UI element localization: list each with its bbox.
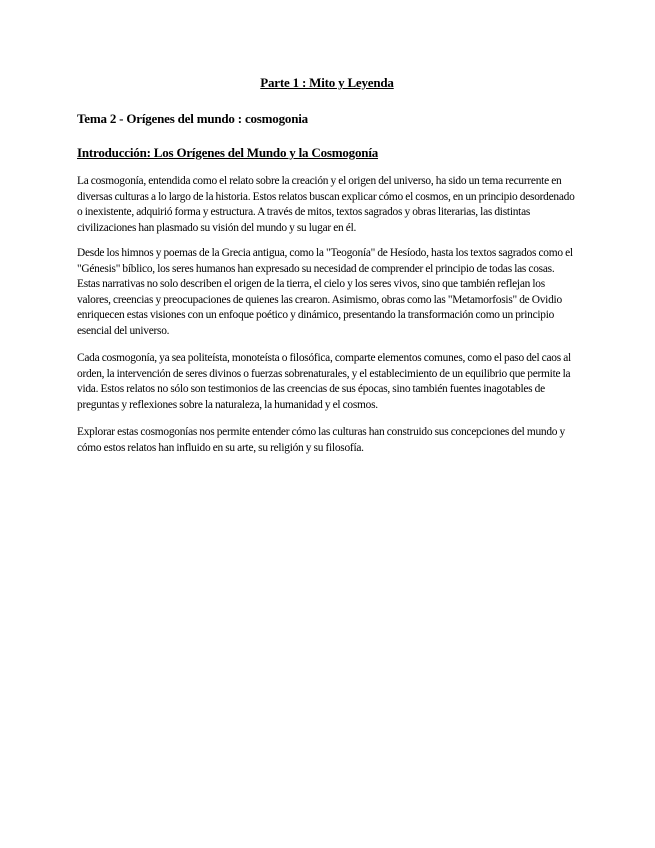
paragraph-intro: La cosmogonía, entendida como el relato sobre la creación y el origen del universo, ha sido un tema recurrente en diversas culturas a lo largo de la historia. Estos relatos buscan explicar cómo el cosmos, en un principio desordenado o inexistente, adquirió forma y estructura. A través de mitos, textos sagrados y obras literarias, las distintas civilizaciones han plasmado su visión del mundo y su lugar en él. xyxy=(77,175,575,234)
paragraph-common-elements: Cada cosmogonía, ya sea politeísta, monoteísta o filosófica, comparte elementos comunes, como el paso del caos al orden, la intervención de seres divinos o fuerzas sobrenaturales, y el establecimiento de un equilibrio que permite la vida. Estos relatos no sólo son testimonios de las creencias de sus épocas, sino también fuentes inagotables de preguntas y reflexiones sobre la naturaleza, la humanidad y el cosmos. xyxy=(77,352,571,411)
paragraph-conclusion: Explorar estas cosmogonías nos permite entender cómo las culturas han construido sus concepciones del mundo y cómo estos relatos han influido en su arte, su religión y su filosofía. xyxy=(77,426,565,454)
paragraph-greek-biblical: Desde los himnos y poemas de la Grecia antigua, como la "Teogonía" de Hesíodo, hasta los textos sagrados como el "Génesis" bíblico, los seres humanos han expresado su necesidad de comprender el principio de todas las cosas. Estas narrativas no solo describen el origen de la tierra, el cielo y los seres vivos, sino que también reflejan los valores, creencias y preocupaciones de quienes las crearon. Asimismo, obras como las "Metamorfosis" de Ovidio enriquecen estas visiones con un enfoque poético y dinámico, presentando la transformación como un principio esencial del universo. xyxy=(77,247,573,337)
topic-title: Tema 2 - Orígenes del mundo : cosmogonia xyxy=(77,111,308,126)
intro-title: Introducción: Los Orígenes del Mundo y la Cosmogonía xyxy=(77,145,379,160)
document-page xyxy=(77,75,577,466)
part-title: Parte 1 : Mito y Leyenda xyxy=(260,75,394,90)
